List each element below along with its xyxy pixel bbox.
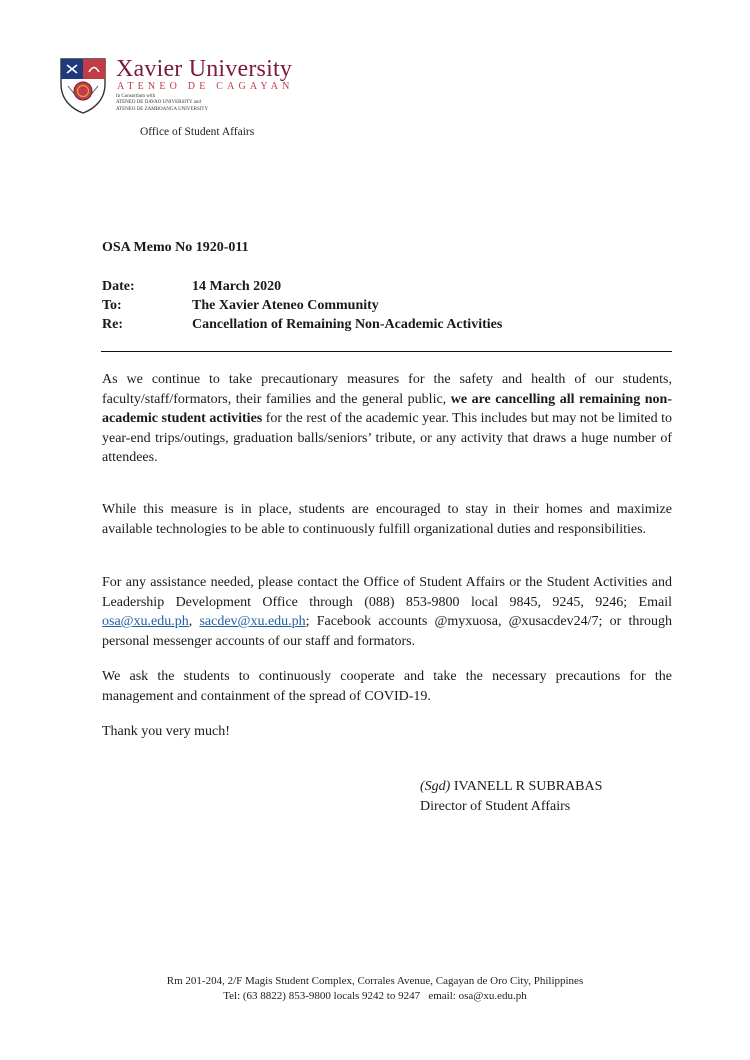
university-name: Xavier University <box>116 56 293 82</box>
paragraph-cooperate <box>102 667 672 706</box>
date-row <box>102 277 502 296</box>
osa-email-link[interactable]: osa@xu.edu.ph <box>102 614 189 629</box>
letterhead <box>58 54 358 144</box>
consortium-line: In Consortium with <box>116 94 156 99</box>
date-label: Date: <box>102 279 135 294</box>
paragraph-cancellation <box>102 370 672 468</box>
re-label: Re: <box>102 317 123 332</box>
paragraph-text: ; Facebook accounts @myxuosa, @xusacdev24/7; or through personal messenger accounts of our staff and formators. <box>102 614 673 649</box>
to-label: To: <box>102 298 122 313</box>
paragraph-text: Thank you very much! <box>102 724 230 739</box>
date-value: 14 March 2020 <box>192 279 282 294</box>
sacdev-email-link[interactable]: sacdev@xu.edu.ph <box>199 614 306 629</box>
paragraph-thanks <box>102 722 672 742</box>
paragraph-text: for the rest of the academic year. This includes but may not be limited to year-end trips/outings, graduation balls/seniors’ tribute, or any activity that draws a huge number of attendees. <box>102 411 672 465</box>
consortium-line: ATENEO DE DAVAO UNIVERSITY and <box>116 100 201 106</box>
signed-marker: (Sgd) <box>420 779 451 794</box>
university-subtitle: ATENEO DE CAGAYAN <box>117 81 294 92</box>
signatory-line <box>420 777 602 797</box>
office-name: Office of Student Affairs <box>140 126 255 138</box>
memo-fields <box>102 277 502 334</box>
footer-address: Rm 201-204, 2/F Magis Student Complex, Corrales Avenue, Cagayan de Oro City, Philippines <box>166 975 584 987</box>
memo-number: OSA Memo No 1920-011 <box>102 240 249 255</box>
signatory-title: Director of Student Affairs <box>420 798 571 814</box>
header-divider <box>101 351 672 352</box>
re-value: Cancellation of Remaining Non-Academic Activities <box>192 317 503 332</box>
paragraph-emphasis: we are cancelling all remaining non-academic student activities <box>102 391 672 426</box>
university-crest-icon <box>58 56 108 114</box>
signatory-name: IVANELL R SUBRABAS <box>453 779 603 794</box>
consortium-note <box>116 94 208 113</box>
paragraph-stay-home <box>102 500 672 539</box>
signature-block <box>420 777 602 816</box>
to-value: The Xavier Ateneo Community <box>192 298 379 313</box>
footer-contact: Tel: (63 8822) 853-9800 locals 9242 to 9247 email: osa@xu.edu.ph <box>223 989 527 1002</box>
consortium-line: ATENEO DE ZAMBOANGA UNIVERSITY <box>116 106 209 112</box>
paragraph-contact <box>102 573 672 651</box>
to-row <box>102 296 502 315</box>
paragraph-text: As we continue to take precautionary measures for the safety and health of our students, faculty/staff/formators, their families and the general public, <box>102 372 672 407</box>
separator-text: , <box>188 614 200 629</box>
re-row <box>102 315 502 334</box>
paragraph-text: For any assistance needed, please contact the Office of Student Affairs or the Student Activities and Leadership Development Office through (088) 853-9800 local 9845, 9245, 9246; Email <box>102 575 672 610</box>
page-footer <box>0 974 750 1003</box>
paragraph-text: While this measure is in place, students are encouraged to stay in their homes and maximize available technologies to be able to continuously fulfill organizational duties and responsibilities. <box>102 502 672 537</box>
paragraph-text: We ask the students to continuously cooperate and take the necessary precautions for the management and containment of the spread of COVID-19. <box>102 669 672 704</box>
